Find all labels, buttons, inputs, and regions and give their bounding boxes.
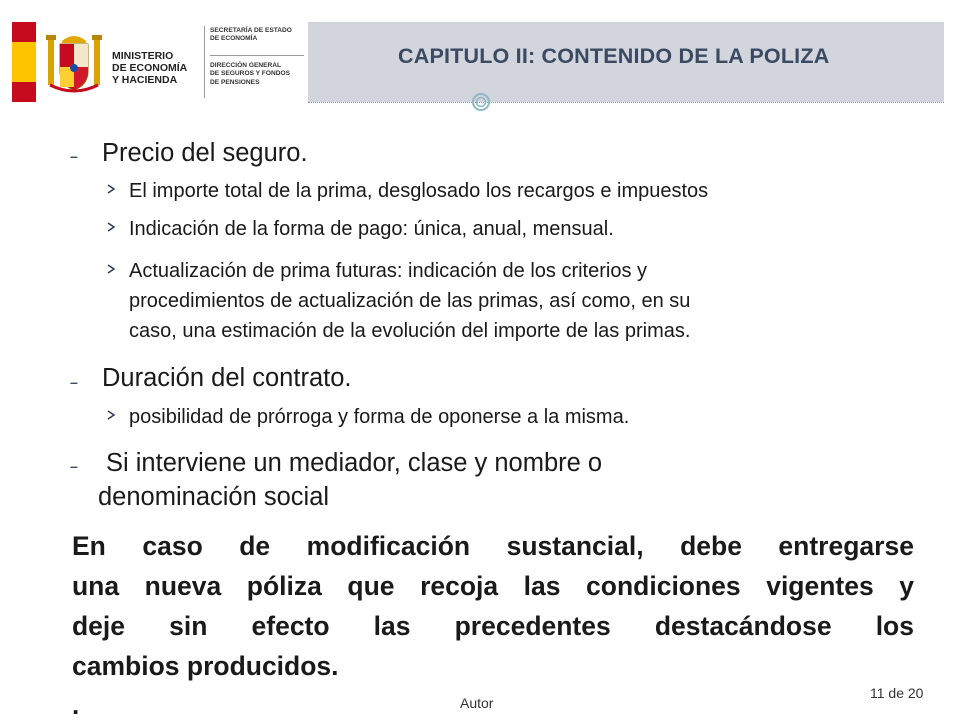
dash-bullet: – — [70, 374, 78, 390]
bullet-mediador: Si interviene un mediador, clase y nombre o — [106, 449, 603, 477]
arrow-bullet-icon — [106, 264, 116, 274]
sub-bullet-actualizacion: Actualización de prima futuras: indicación de los criterios y procedimientos de actualización de las primas, así como, en su caso, una estimación de la evolución del importe de las primas. — [129, 260, 691, 342]
trailing-dot: . — [72, 690, 80, 720]
page-number: 11 de 20 — [870, 685, 924, 701]
bullet-mediador-line2: denominación social — [98, 483, 330, 511]
note-line: deje sin efecto las precedentes destacándose los — [72, 611, 914, 641]
arrow-bullet-icon — [106, 184, 116, 194]
note-line: En caso de modificación sustancial, debe entregarse — [72, 531, 914, 561]
secretaria-label: SECRETARÍA DE ESTADO DE ECONOMÍA — [210, 27, 292, 43]
sub-bullet-importe: El importe total de la prima, desglosado los recargos e impuestos — [129, 180, 709, 202]
ministry-name: MINISTERIO DE ECONOMÍA Y HACIENDA — [112, 50, 188, 86]
slide-title: CAPITULO II: CONTENIDO DE LA POLIZA — [398, 44, 830, 68]
spain-flag-strip — [12, 22, 36, 102]
logo-hdivider — [210, 55, 304, 56]
bullet-price: Precio del seguro. — [102, 139, 308, 167]
sub-bullet-forma-pago: Indicación de la forma de pago: única, anual, mensual. — [129, 218, 614, 240]
dash-bullet: – — [70, 148, 78, 164]
coat-of-arms-icon — [44, 27, 104, 97]
arrow-bullet-icon — [106, 222, 116, 232]
footer-author: Autor — [460, 695, 494, 711]
logo-divider — [204, 26, 205, 98]
arrow-bullet-icon — [106, 410, 116, 420]
header-dotted-line — [308, 102, 944, 103]
note-line: una nueva póliza que recoja las condiciones vigentes y — [72, 571, 914, 601]
sub-bullet-prorroga: posibilidad de prórroga y forma de oponerse a la misma. — [129, 406, 630, 428]
modification-note — [72, 526, 914, 686]
direccion-label: DIRECCIÓN GENERAL DE SEGUROS Y FONDOS DE PENSIONES — [210, 62, 290, 86]
note-line: cambios producidos. — [72, 651, 339, 681]
bullet-duracion: Duración del contrato. — [102, 364, 352, 392]
ring-icon — [471, 92, 491, 112]
dash-bullet: – — [70, 458, 78, 474]
